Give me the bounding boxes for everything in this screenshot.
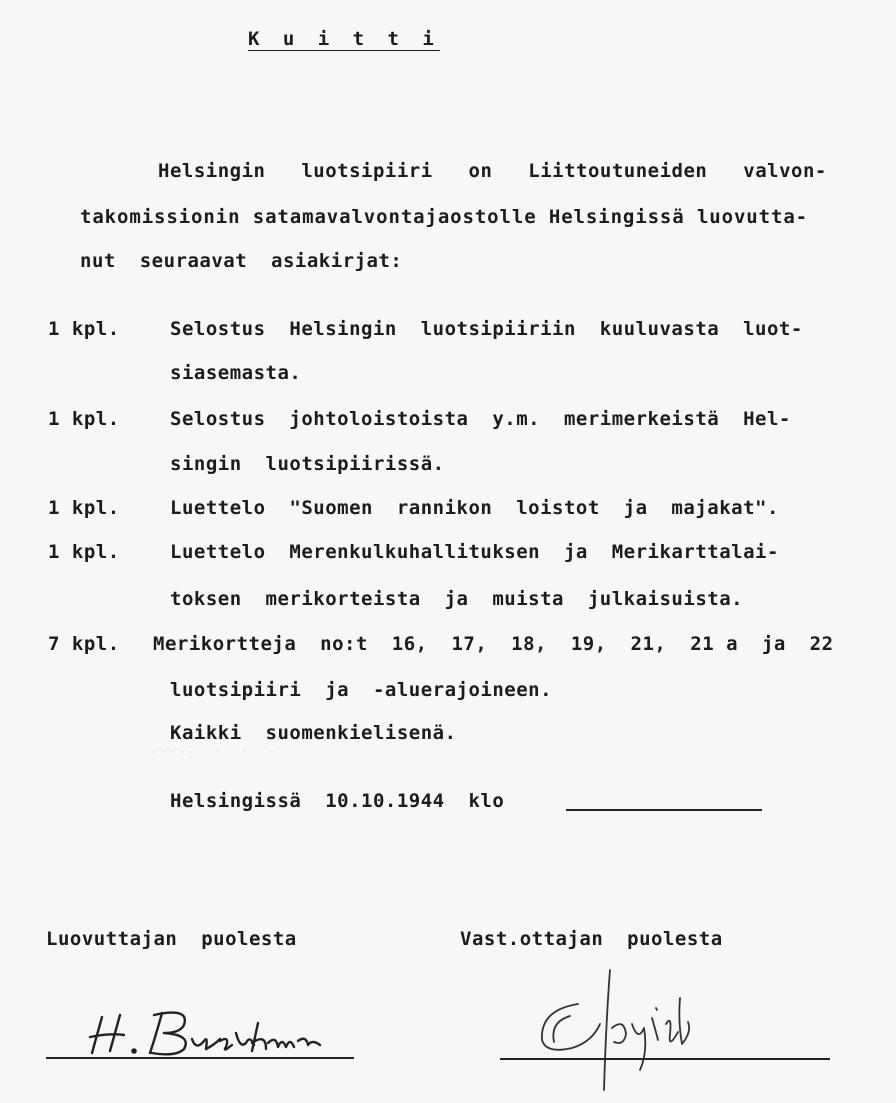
item-2-qty: 1 kpl. xyxy=(48,408,120,430)
left-signature xyxy=(80,1005,350,1065)
language-note: Kaikki suomenkielisenä. xyxy=(170,722,457,744)
item-4-qty: 1 kpl. xyxy=(48,541,120,563)
intro-line-1: Helsingin luotsipiiri on Liittoutuneiden valvon- xyxy=(158,160,827,182)
place-and-date: Helsingissä 10.10.1944 klo xyxy=(170,790,505,812)
right-signatory-label: Vast.ottajan puolesta xyxy=(460,928,723,950)
intro-line-2: takomissionin satamavalvontajaostolle Helsingissä luovutta- xyxy=(80,206,808,228)
bleed-through-marks: ----- · · · xyxy=(150,742,277,760)
intro-line-3: nut seuraavat asiakirjat: xyxy=(80,250,403,272)
item-3-line-1: Luettelo "Suomen rannikon loistot ja majakat". xyxy=(170,497,779,519)
item-5-line-2: luotsipiiri ja -aluerajoineen. xyxy=(170,679,553,701)
item-4-line-2: toksen merikorteista ja muista julkaisuista. xyxy=(170,588,744,610)
item-1-line-1: Selostus Helsingin luotsipiiriin kuuluvasta luot- xyxy=(170,318,803,340)
item-1-line-2: siasemasta. xyxy=(170,362,302,384)
item-5-qty: 7 kpl. xyxy=(48,633,120,655)
right-signature-line xyxy=(500,1058,830,1060)
item-2-line-2: singin luotsipiirissä. xyxy=(170,453,445,475)
left-signatory-label: Luovuttajan puolesta xyxy=(46,928,297,950)
item-1-qty: 1 kpl. xyxy=(48,318,120,340)
item-3-qty: 1 kpl. xyxy=(48,497,120,519)
item-5-line-1: Merikortteja no:t 16, 17, 18, 19, 21, 21 a ja 22 xyxy=(153,633,834,655)
time-blank-line xyxy=(566,809,762,811)
right-signature xyxy=(520,962,720,1097)
item-4-line-1: Luettelo Merenkulkuhallituksen ja Merikarttalai- xyxy=(170,541,779,563)
document-title: K u i t t i xyxy=(248,28,440,50)
left-signature-line xyxy=(46,1057,354,1059)
item-2-line-1: Selostus johtoloistoista y.m. merimerkeistä Hel- xyxy=(170,408,791,430)
